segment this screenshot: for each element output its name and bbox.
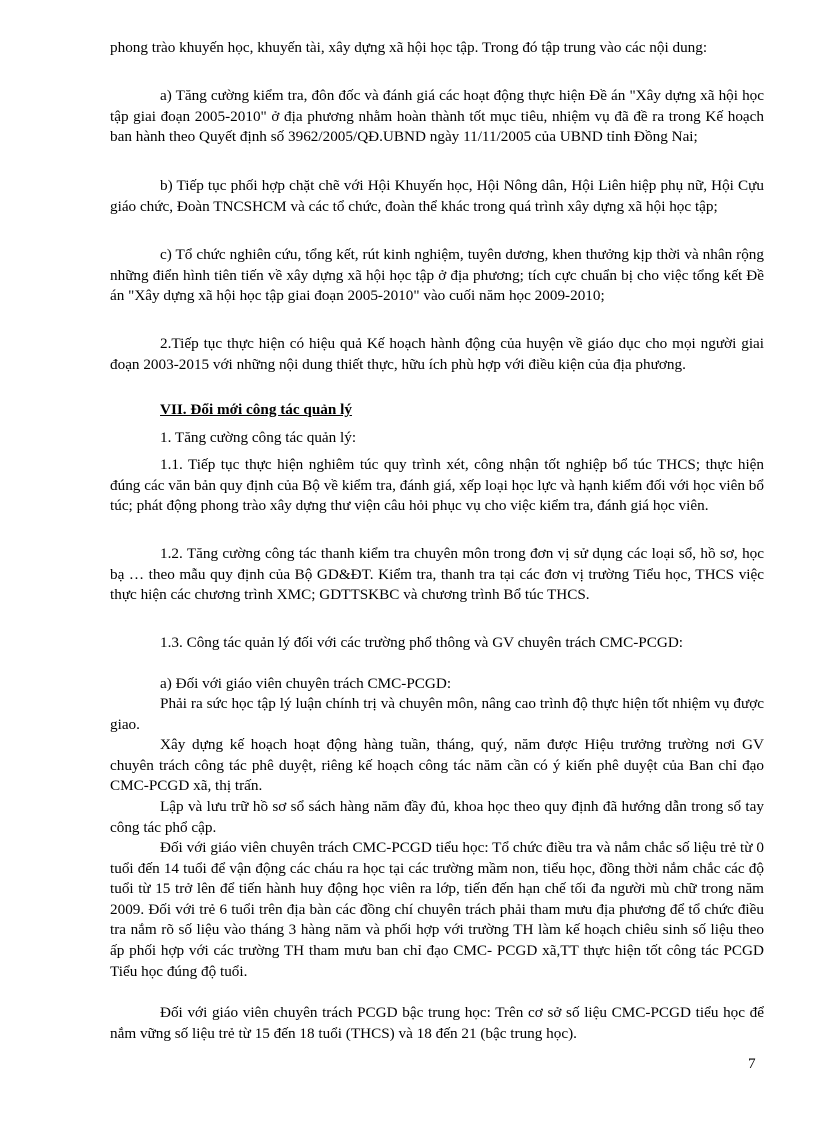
subsection-1-title: 1. Tăng cường công tác quản lý: <box>160 429 357 446</box>
item-1-1-paragraph: 1.1. Tiếp tục thực hiện nghiêm túc quy trình xét, công nhận tốt nghiệp bổ túc THCS; thực hiện đúng các văn bản quy định của Bộ về kiểm tra, đánh giá, xếp loại học lực và hạnh kiểm đối với học viên bổ túc; phát động phong trào xây dựng thư viện câu hỏi phục vụ cho việc kiểm tra, đánh giá học viên. <box>110 456 764 515</box>
item-1-3-a-records-paragraph: Lập và lưu trữ hồ sơ sổ sách hàng năm đầy đủ, khoa học theo quy định đã hướng dẫn trong sổ tay công tác phổ cập. <box>110 798 764 836</box>
item-1-3-a-primary-paragraph: Đối với giáo viên chuyên trách CMC-PCGD tiểu học: Tổ chức điều tra và nắm chắc số liệu trẻ từ 0 tuổi đến 14 tuổi để vận động các cháu ra học tại các trường mầm non, tiểu học, đồng thời nắm chắc các độ tuổi từ 15 trở lên để tiến hành huy động học viên ra lớp, tiến đến hạn chế tối đa người mù chữ trong năm 2009. Đối với trẻ 6 tuổi trên địa bàn các đồng chí chuyên trách phải tham mưu địa phương để tổ chức điều tra nắm rõ số liệu vào tháng 3 hàng năm và phối hợp với trường TH làm kế hoạch chiêu sinh số liệu theo ấp phối hợp với các trường TH tham mưu ban chỉ đạo CMC- PCGD xã,TT thực hiện tốt công tác PCGD Tiểu học đúng độ tuổi. <box>110 839 764 980</box>
item-1-3-a-paragraph: a) Đối với giáo viên chuyên trách CMC-PCGD: <box>160 675 452 692</box>
section-vii-heading: VII. Đổi mới công tác quản lý <box>160 401 352 418</box>
item-c-paragraph: c) Tổ chức nghiên cứu, tổng kết, rút kinh nghiệm, tuyên dương, khen thưởng kịp thời và nhân rộng những điển hình tiên tiến về xây dựng xã hội học tập ở địa phương; tích cực chuẩn bị cho việc tổng kết Đề án "Xây dựng xã hội học tập giai đoạn 2005-2010" vào cuối năm học 2009-2010; <box>110 246 764 305</box>
intro-paragraph: phong trào khuyến học, khuyến tài, xây dựng xã hội học tập. Trong đó tập trung vào các nội dung: <box>110 39 708 56</box>
item-1-3-a-secondary-paragraph: Đối với giáo viên chuyên trách PCGD bậc trung học: Trên cơ sở số liệu CMC-PCGD tiểu học để nắm vững số liệu trẻ từ 15 đến 18 tuổi (THCS) và 18 đến 21 (bậc trung học). <box>110 1004 764 1042</box>
item-b-paragraph: b) Tiếp tục phối hợp chặt chẽ với Hội Khuyến học, Hội Nông dân, Hội Liên hiệp phụ nữ, Hội Cựu giáo chức, Đoàn TNCSHCM và các tổ chức, đoàn thể khác trong quá trình xây dựng xã hội học tập; <box>110 177 764 215</box>
item-1-3-paragraph: 1.3. Công tác quản lý đối với các trường phổ thông và GV chuyên trách CMC-PCGD: <box>160 634 684 651</box>
item-1-2-paragraph: 1.2. Tăng cường công tác thanh kiểm tra chuyên môn trong đơn vị sử dụng các loại sổ, hồ sơ, học bạ … theo mẫu quy định của Bộ GD&ĐT. Kiểm tra, thanh tra tại các đơn vị trường Tiểu học, THCS việc thực hiện các chương trình XMC; GDTTSKBC và chương trình Bổ túc THCS. <box>110 545 764 604</box>
item-1-3-a-plan-paragraph: Xây dựng kế hoạch hoạt động hàng tuần, tháng, quý, năm được Hiệu trưởng trường nơi GV chuyên trách công tác phê duyệt, riêng kế hoạch công tác năm cần có ý kiến phê duyệt của Ban chỉ đạo CMC-PCGD xã, thị trấn. <box>110 736 764 795</box>
item-a-paragraph: a) Tăng cường kiểm tra, đôn đốc và đánh giá các hoạt động thực hiện Đề án "Xây dựng xã hội học tập giai đoạn 2005-2010" ở địa phương nhằm hoàn thành tốt mục tiêu, nhiệm vụ đã đề ra trong Kế hoạch ban hành theo Quyết định số 3962/2005/QĐ.UBND ngày 11/11/2005 của UBND tỉnh Đồng Nai; <box>110 87 764 146</box>
item-2-paragraph: 2.Tiếp tục thực hiện có hiệu quả Kế hoạch hành động của huyện về giáo dục cho mọi người giai đoạn 2003-2015 với những nội dung thiết thực, hữu ích phù hợp với điều kiện của địa phương. <box>110 335 764 373</box>
page-number: 7 <box>748 1055 756 1072</box>
item-1-3-a-duty-paragraph: Phải ra sức học tập lý luận chính trị và chuyên môn, nâng cao trình độ thực hiện tốt nhiệm vụ được giao. <box>110 695 764 733</box>
